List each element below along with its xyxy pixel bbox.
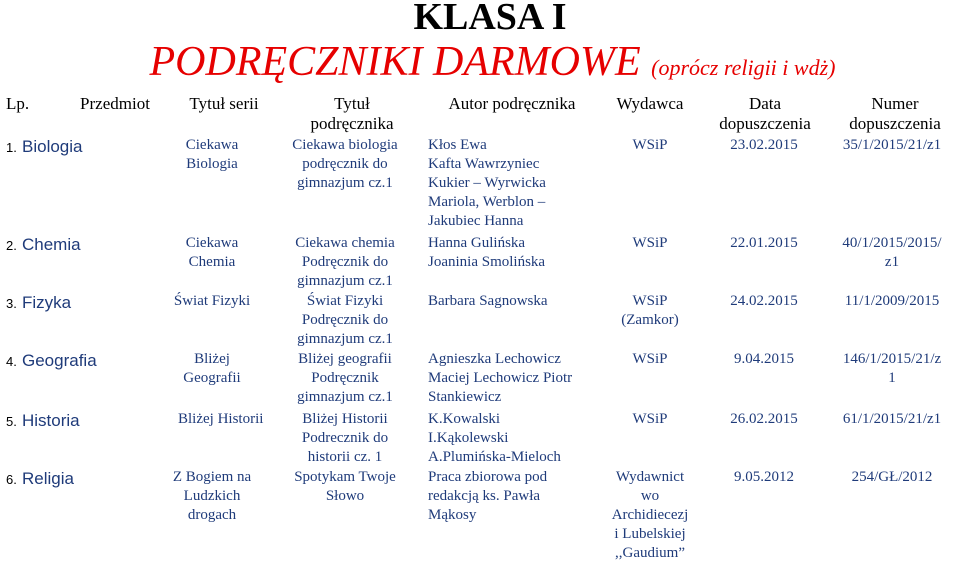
subtitle-note: (oprócz religii i wdż) xyxy=(651,55,836,80)
row4-date: 9.04.2015 xyxy=(734,351,794,367)
row6-author: Praca zbiorowa pod redakcją ks. Pawła Mąkosy xyxy=(428,469,548,523)
row5-lp: 5. xyxy=(6,414,17,429)
row3-publisher: WSiP (Zamkor) xyxy=(621,293,679,328)
row1-author: Kłos Ewa Kafta Wawrzyniec Kukier – Wyrwicka Mariola, Werblon – Jakubiec Hanna xyxy=(428,137,546,229)
row4-subject: Geografia xyxy=(22,351,97,370)
row6-publisher: Wydawnict wo Archidiecezj i Lubelskiej ,,Gaudium” xyxy=(611,469,689,561)
row4-number: 146/1/2015/21/z 1 xyxy=(842,351,942,386)
row3-book: Świat Fizyki Podręcznik do gimnazjum cz.1 xyxy=(297,293,393,347)
row3-series: Świat Fizyki xyxy=(173,293,251,309)
row5-number: 61/1/2015/21/z1 xyxy=(842,411,942,427)
row4-author: Agnieszka Lechowicz Maciej Lechowicz Piotr Stankiewicz xyxy=(428,351,573,405)
row4-lp: 4. xyxy=(6,354,17,369)
row2-book: Ciekawa chemia Podręcznik do gimnazjum cz.1 xyxy=(295,235,395,289)
row5-publisher: WSiP xyxy=(632,411,668,427)
row1-number: 35/1/2015/21/z1 xyxy=(842,137,942,153)
row6-date: 9.05.2012 xyxy=(734,469,794,485)
row2-subject: Chemia xyxy=(22,235,81,254)
row5-series: Bliżej Historii xyxy=(178,411,264,427)
page-title: KLASA I xyxy=(413,0,567,38)
row4-publisher: WSiP xyxy=(632,351,668,367)
row3-date: 24.02.2015 xyxy=(730,293,798,309)
row5-date: 26.02.2015 xyxy=(730,411,798,427)
row1-subject: Biologia xyxy=(22,137,83,156)
row1-series: Ciekawa Biologia xyxy=(185,137,239,172)
row2-author: Hanna Gulińska Joaninia Smolińska xyxy=(428,235,546,270)
row2-number: 40/1/2015/2015/ z1 xyxy=(842,235,942,270)
row3-subject: Fizyka xyxy=(22,293,72,312)
row4-series: Bliżej Geografii xyxy=(183,351,241,386)
subtitle-main: PODRĘCZNIKI DARMOWE xyxy=(149,39,641,85)
header-przedmiot: Przedmiot xyxy=(80,94,150,113)
row1-book: Ciekawa biologia podręcznik do gimnazjum cz.1 xyxy=(292,137,398,191)
row5-book: Bliżej Historii Podrecznik do historii cz. 1 xyxy=(301,411,389,465)
header-tytul-podrecznika: Tytuł podręcznika xyxy=(310,94,394,133)
row4-book: Bliżej geografii Podręcznik gimnazjum cz.1 xyxy=(297,351,393,405)
page-subtitle xyxy=(0,38,960,92)
row6-lp: 6. xyxy=(6,472,17,487)
header-autor: Autor podręcznika xyxy=(448,94,576,113)
row6-number: 254/GŁ/2012 xyxy=(851,469,933,485)
row6-series: Z Bogiem na Ludzkich drogach xyxy=(172,469,252,523)
row5-subject: Historia xyxy=(22,411,80,430)
row2-date: 22.01.2015 xyxy=(730,235,798,251)
row3-lp: 3. xyxy=(6,296,17,311)
row3-number: 11/1/2009/2015 xyxy=(844,293,940,309)
row2-series: Ciekawa Chemia xyxy=(185,235,239,270)
header-wydawca: Wydawca xyxy=(616,94,684,113)
row2-lp: 2. xyxy=(6,238,17,253)
row5-author: K.Kowalski I.Kąkolewski A.Plumińska-Mieloch xyxy=(428,411,561,465)
row2-publisher: WSiP xyxy=(632,235,668,251)
header-data: Data dopuszczenia xyxy=(719,94,811,133)
row1-date: 23.02.2015 xyxy=(730,137,798,153)
row6-book: Spotykam Twoje Słowo xyxy=(294,469,396,504)
header-numer: Numer dopuszczenia xyxy=(849,94,941,133)
row1-publisher: WSiP xyxy=(632,137,668,153)
row6-subject: Religia xyxy=(22,469,74,488)
row3-author: Barbara Sagnowska xyxy=(428,293,548,309)
header-tytul-serii: Tytuł serii xyxy=(189,94,259,113)
header-lp: Lp. xyxy=(6,94,30,113)
row1-lp: 1. xyxy=(6,140,17,155)
